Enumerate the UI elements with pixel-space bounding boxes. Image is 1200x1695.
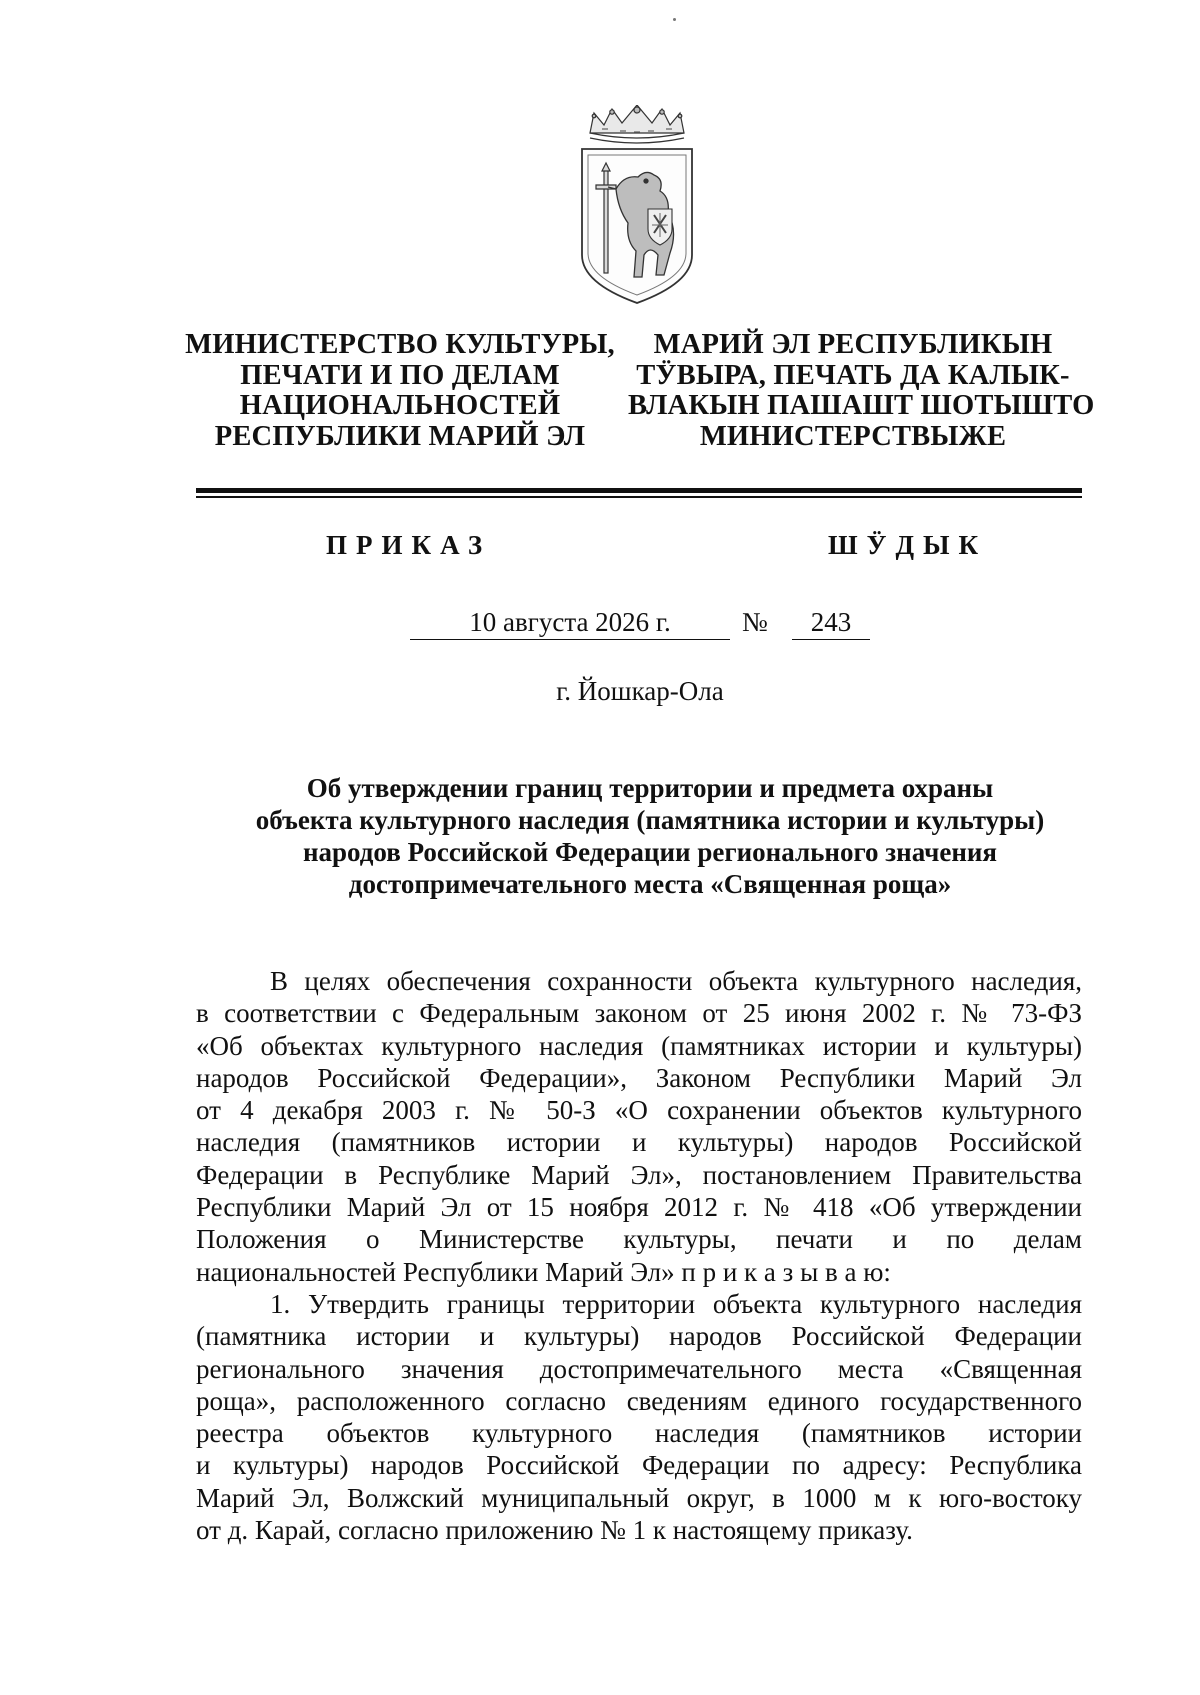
body-line: национальностей Республики Марий Эл» п р и к а з ы в а ю: xyxy=(196,1256,891,1287)
body-line: (памятника истории и культуры) народов Российской Федерации xyxy=(196,1321,1082,1352)
body-line: в соответствии с Федеральным законом от 25 июня 2002 г. № 73-ФЗ xyxy=(196,998,1082,1029)
header-right-line: МИНИСТЕРСТВЫЖЕ xyxy=(699,420,1007,452)
body-line: Положения о Министерстве культуры, печати и по делам xyxy=(196,1224,1082,1255)
body-line: В целях обеспечения сохранности объекта культурного наследия, xyxy=(270,966,1082,996)
body-line: Федерации в Республике Марий Эл», постановлением Правительства xyxy=(196,1159,1082,1190)
doc-type-mari: ШӰДЫК xyxy=(828,530,988,560)
body-line: «Об объектах культурного наследия (памятниках истории и культуры) xyxy=(196,1030,1082,1061)
clause-1-paragraph xyxy=(196,1288,1082,1546)
header-left-line: НАЦИОНАЛЬНОСТЕЙ xyxy=(239,390,561,421)
body-line: роща», расположенного согласно сведениям единого государственного xyxy=(196,1385,1082,1416)
body-line: народов Российской Федерации», Законом Республики Марий Эл xyxy=(196,1062,1082,1093)
body-line: Марий Эл, Волжский муниципальный округ, в 1000 м к юго-востоку xyxy=(196,1482,1082,1513)
body-line: от 4 декабря 2003 г. № 50-З «О сохранении объектов культурного xyxy=(196,1095,1082,1126)
scan-speck xyxy=(673,18,676,21)
title-line: достопримечательного места «Священная роща» xyxy=(348,869,952,899)
header-right-line: МАРИЙ ЭЛ РЕСПУБЛИКЫН xyxy=(653,329,1053,360)
header-left-line: РЕСПУБЛИКИ МАРИЙ ЭЛ xyxy=(214,420,586,452)
title-line: Об утверждении границ территории и предмета охраны xyxy=(306,773,994,803)
order-date: 10 августа 2026 г. xyxy=(410,607,730,640)
number-sign: № xyxy=(742,607,768,637)
preamble-paragraph xyxy=(196,965,1082,1288)
body-line: 1. Утвердить границы территории объекта культурного наследия xyxy=(270,1288,1082,1319)
city-name: г. Йошкар-Ола xyxy=(556,676,724,706)
header-left-line: МИНИСТЕРСТВО КУЛЬТУРЫ, xyxy=(185,329,615,360)
body-line: и культуры) народов Российской Федерации по адресу: Республика xyxy=(196,1450,1082,1481)
order-body xyxy=(196,965,1082,1546)
order-title xyxy=(190,772,1110,900)
body-line: реестра объектов культурного наследия (памятников истории xyxy=(196,1418,1082,1449)
ministry-name-russian xyxy=(180,330,620,452)
header-right-line: ТӰВЫРА, ПЕЧАТЬ ДА КАЛЫК- xyxy=(636,359,1070,391)
coat-of-arms-icon xyxy=(572,105,702,305)
doc-type-russian: ПРИКАЗ xyxy=(326,530,492,560)
title-line: народов Российской Федерации регионального значения xyxy=(302,837,998,867)
body-line: от д. Карай, согласно приложению № 1 к настоящему приказу. xyxy=(196,1515,913,1546)
body-line: наследия (памятников истории и культуры) народов Российской xyxy=(196,1127,1082,1158)
header-divider-thick xyxy=(196,488,1082,493)
header-left-line: ПЕЧАТИ И ПО ДЕЛАМ xyxy=(240,359,560,391)
header-divider-thin xyxy=(196,496,1082,498)
header-right-line: ВЛАКЫН ПАШАШТ ШОТЫШТО xyxy=(628,390,1095,421)
order-number: 243 xyxy=(792,607,870,640)
body-line: регионального значения достопримечательного места «Священная xyxy=(196,1353,1082,1384)
ministry-name-mari xyxy=(628,329,1095,452)
title-line: объекта культурного наследия (памятника истории и культуры) xyxy=(255,805,1045,835)
body-line: Республики Марий Эл от 15 ноября 2012 г. № 418 «Об утверждении xyxy=(196,1192,1082,1223)
